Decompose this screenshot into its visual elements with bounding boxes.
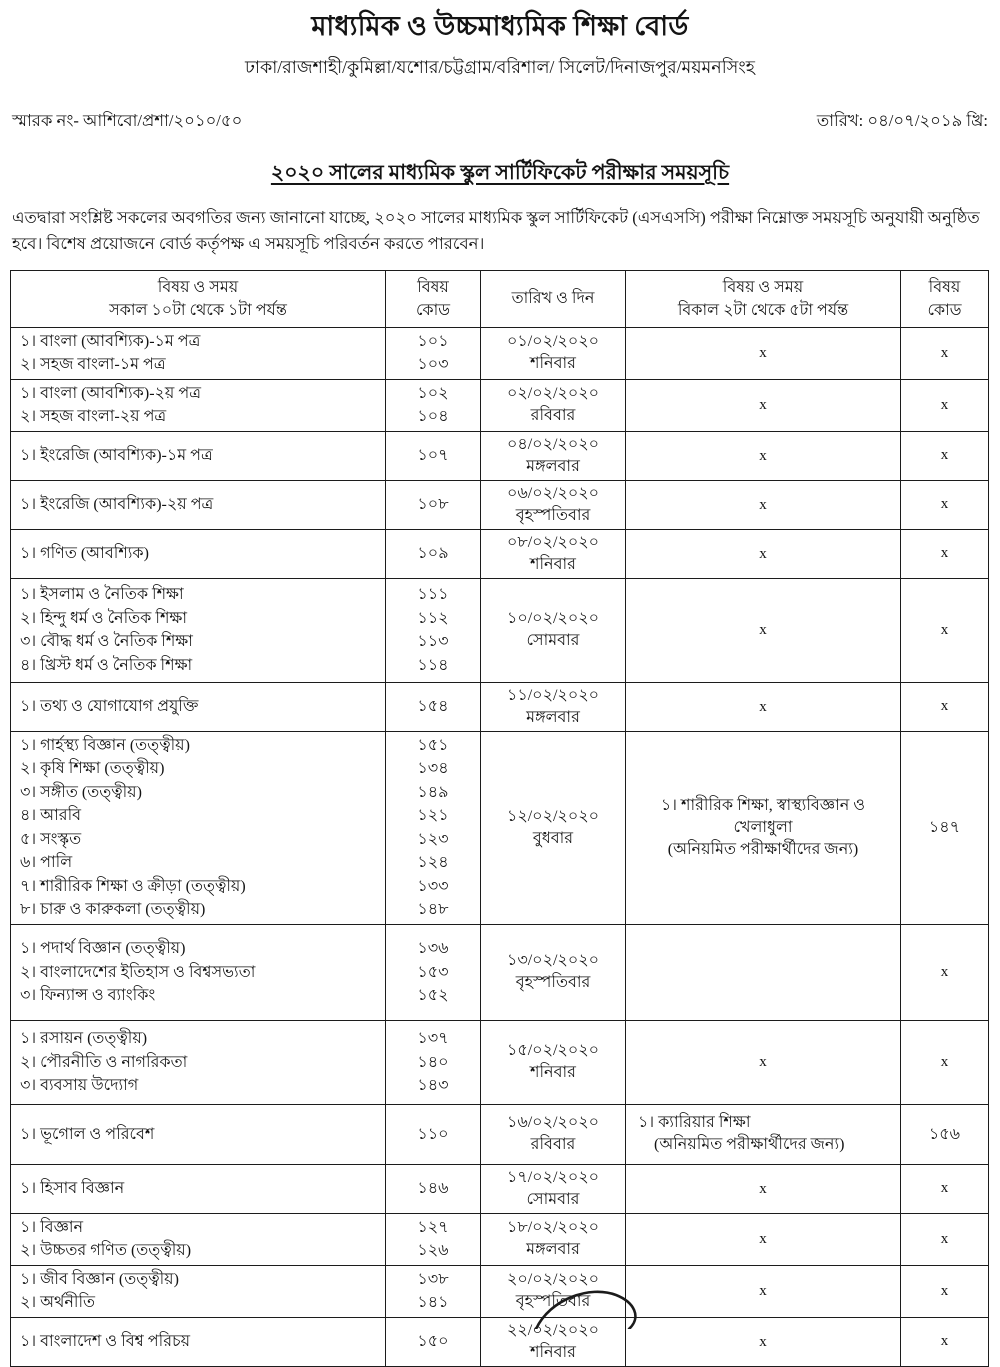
morning-subjects-cell [11, 682, 386, 731]
subject-code: ১৫৩ [417, 963, 449, 981]
subject-name: ২। পৌরনীতি ও নাগরিকতা [20, 1053, 188, 1071]
subject-code: ১৪৬ [417, 1180, 449, 1198]
exam-date: ২২/০২/২০২০ [506, 1321, 600, 1339]
exam-date: ০৬/০২/২০২০ [506, 484, 600, 502]
afternoon-code-cell [901, 1265, 989, 1317]
subject-name: ১। গণিত (আবশ্যিক) [20, 545, 149, 563]
exam-date: ১১/০২/২০২০ [506, 686, 600, 704]
exam-day: শনিবার [530, 555, 576, 573]
subject-code: ১২৭ [417, 1218, 449, 1236]
afternoon-subject-cell [626, 379, 901, 431]
schedule-row [11, 1265, 989, 1317]
no-exam-mark: x [940, 1180, 949, 1197]
subject-name: ২। হিন্দু ধর্ম ও নৈতিক শিক্ষা [20, 609, 188, 627]
no-exam-mark: x [940, 496, 949, 513]
schedule-row [11, 924, 989, 1020]
header-subject-code-2-line1: বিষয় [928, 278, 961, 296]
afternoon-code-cell [901, 379, 989, 431]
subject-name: ৩। ফিন্যান্স ও ব্যাংকিং [20, 987, 156, 1005]
afternoon-code-cell [901, 578, 989, 682]
schedule-row [11, 379, 989, 431]
exam-date: ১৫/০২/২০২০ [506, 1042, 600, 1060]
morning-subjects-cell [11, 327, 386, 379]
exam-day: বৃহস্পতিবার [515, 1293, 591, 1311]
date-day-cell [481, 1104, 626, 1164]
exam-date: ১৩/০২/২০২০ [506, 952, 600, 970]
subject-name: ১। রসায়ন (তত্ত্বীয়) [20, 1030, 148, 1048]
exam-day: বৃহস্পতিবার [515, 974, 591, 992]
morning-subjects-cell [11, 379, 386, 431]
exam-date: ১৭/০২/২০২০ [506, 1168, 600, 1186]
subject-codes-cell [386, 731, 481, 924]
header-morning-subject-line2: সকাল ১০টা থেকে ১টা পর্যন্ত [109, 301, 287, 319]
date-day-cell [481, 1164, 626, 1213]
morning-subjects-cell [11, 1213, 386, 1265]
no-exam-mark: x [759, 397, 767, 414]
exam-day: শনিবার [530, 1343, 576, 1361]
schedule-row [11, 731, 989, 924]
subject-code: ১০৮ [417, 496, 449, 514]
afternoon-code-cell [901, 731, 989, 924]
no-exam-mark: x [759, 1180, 767, 1197]
schedule-row [11, 480, 989, 529]
subject-codes-cell [386, 1164, 481, 1213]
no-exam-mark: x [940, 1230, 949, 1247]
date-day-cell [481, 480, 626, 529]
subject-code: ১১২ [417, 609, 449, 627]
exam-day: বুধবার [532, 829, 574, 847]
afternoon-subject-line: (অনিয়মিত পরীক্ষার্থীদের জন্য) [654, 1136, 845, 1154]
no-exam-mark: x [940, 1053, 949, 1070]
exam-day: মঙ্গলবার [526, 1241, 580, 1259]
subject-code: ১০৩ [417, 356, 449, 374]
exam-date: ০৮/০২/২০২০ [506, 533, 600, 551]
afternoon-subject-code: ১৪৭ [928, 819, 961, 837]
afternoon-subject-cell [626, 1164, 901, 1213]
table-header-row [11, 270, 989, 327]
subject-codes-cell [386, 1265, 481, 1317]
no-exam-mark: x [759, 1333, 767, 1350]
subject-name: ৪। খ্রিস্ট ধর্ম ও নৈতিক শিক্ষা [20, 656, 193, 674]
exam-date: ২০/০২/২০২০ [506, 1271, 600, 1289]
subject-name: ১। বাংলাদেশ ও বিশ্ব পরিচয় [20, 1333, 191, 1351]
subject-name: ২। উচ্চতর গণিত (তত্ত্বীয়) [20, 1242, 192, 1260]
afternoon-code-cell [901, 1317, 989, 1366]
subject-code: ১১০ [417, 1125, 449, 1143]
subject-name: ১। পদার্থ বিজ্ঞান (তত্ত্বীয়) [20, 940, 186, 958]
date-day-cell [481, 379, 626, 431]
subject-name: ৭। শারীরিক শিক্ষা ও ক্রীড়া (তত্ত্বীয়) [20, 877, 246, 895]
afternoon-code-cell [901, 327, 989, 379]
schedule-row [11, 1104, 989, 1164]
afternoon-subject-line: ১। শারীরিক শিক্ষা, স্বাস্থ্যবিজ্ঞান ও [660, 796, 866, 814]
subject-code: ১৩৭ [417, 1030, 449, 1048]
issue-date: তারিখ: ০৪/০৭/২০১৯ খ্রি: [816, 111, 988, 130]
afternoon-code-cell [901, 1164, 989, 1213]
no-exam-mark: x [940, 1282, 949, 1299]
no-exam-mark: x [759, 496, 767, 513]
subject-code: ১১৩ [417, 633, 449, 651]
subject-name: ১। হিসাব বিজ্ঞান [20, 1180, 125, 1198]
no-exam-mark: x [759, 698, 767, 715]
afternoon-subject-cell [626, 327, 901, 379]
header-morning-subject-line1: বিষয় ও সময় [157, 278, 239, 296]
subject-name: ১। বিজ্ঞান [20, 1218, 84, 1236]
subject-name: ১। ইসলাম ও নৈতিক শিক্ষা [20, 586, 184, 604]
afternoon-code-cell [901, 529, 989, 578]
schedule-row [11, 1317, 989, 1366]
subject-codes-cell [386, 1104, 481, 1164]
subject-code: ১৪৯ [417, 783, 449, 801]
afternoon-subject-cell [626, 1104, 901, 1164]
header-subject-code [386, 270, 481, 327]
schedule-row [11, 1164, 989, 1213]
no-exam-mark: x [940, 1333, 949, 1350]
signature-stroke [528, 1287, 678, 1329]
morning-subjects-cell [11, 731, 386, 924]
board-regions: ঢাকা/রাজশাহী/কুমিল্লা/যশোর/চট্টগ্রাম/বরিশাল/ সিলেট/দিনাজপুর/ময়মনসিংহ [245, 57, 755, 77]
exam-day: শনিবার [530, 1064, 576, 1082]
afternoon-subject-line: (অনিয়মিত পরীক্ষার্থীদের জন্য) [667, 840, 859, 858]
morning-subjects-cell [11, 924, 386, 1020]
afternoon-subject-cell [626, 731, 901, 924]
date-day-cell [481, 1213, 626, 1265]
no-exam-mark: x [759, 345, 767, 362]
exam-date: ০১/০২/২০২০ [506, 333, 600, 351]
subject-code: ১৪১ [417, 1294, 449, 1312]
date-day-cell [481, 327, 626, 379]
subject-codes-cell [386, 1213, 481, 1265]
subject-codes-cell [386, 431, 481, 480]
schedule-row [11, 327, 989, 379]
morning-subjects-cell [11, 578, 386, 682]
no-exam-mark: x [940, 447, 949, 464]
subject-name: ২। সহজ বাংলা-২য় পত্র [20, 408, 167, 426]
no-exam-mark: x [759, 1283, 767, 1300]
no-exam-mark: x [940, 698, 949, 715]
subject-codes-cell [386, 924, 481, 1020]
memo-row [0, 108, 1000, 135]
afternoon-subject-line: ১। ক্যারিয়ার শিক্ষা [638, 1114, 751, 1132]
no-exam-mark: x [759, 447, 767, 464]
subject-code: ১২৬ [417, 1242, 449, 1260]
schedule-row [11, 1213, 989, 1265]
subject-name: ৫। সংস্কৃত [20, 830, 82, 848]
schedule-row [11, 431, 989, 480]
morning-subjects-cell [11, 1164, 386, 1213]
subject-code: ১৪৩ [417, 1077, 449, 1095]
subject-codes-cell [386, 379, 481, 431]
exam-schedule-table [10, 270, 989, 1367]
afternoon-code-cell [901, 1020, 989, 1104]
date-day-cell [481, 682, 626, 731]
subject-code: ১৩৩ [417, 877, 449, 895]
subject-code: ১০৯ [417, 545, 449, 563]
header-afternoon-subject-line1: বিষয় ও সময় [722, 278, 804, 296]
subject-codes-cell [386, 529, 481, 578]
subject-name: ৩। ব্যবসায় উদ্যোগ [20, 1077, 139, 1095]
subject-name: ১। ইংরেজি (আবশ্যিক)-১ম পত্র [20, 447, 213, 465]
schedule-row [11, 1020, 989, 1104]
afternoon-code-cell [901, 924, 989, 1020]
afternoon-code-cell [901, 682, 989, 731]
subject-codes-cell [386, 1020, 481, 1104]
subject-code: ১৫০ [417, 1333, 449, 1351]
subject-codes-cell [386, 578, 481, 682]
header-subject-code-line1: বিষয় [417, 278, 449, 296]
subject-code: ১৩৪ [417, 760, 449, 778]
no-exam-mark: x [759, 545, 767, 562]
subject-name: ২। অর্থনীতি [20, 1294, 96, 1312]
afternoon-subject-cell [626, 1020, 901, 1104]
subject-name: ১। ভূগোল ও পরিবেশ [20, 1125, 155, 1143]
subject-name: ২। সহজ বাংলা-১ম পত্র [20, 356, 166, 374]
afternoon-code-cell [901, 1213, 989, 1265]
exam-day: বৃহস্পতিবার [515, 506, 591, 524]
exam-date: ১৮/০২/২০২০ [506, 1219, 600, 1237]
no-exam-mark: x [940, 621, 949, 638]
morning-subjects-cell [11, 1104, 386, 1164]
afternoon-subject-cell [626, 529, 901, 578]
subject-codes-cell [386, 480, 481, 529]
subject-name: ১। তথ্য ও যোগাযোগ প্রযুক্তি [20, 698, 199, 716]
exam-date: ১২/০২/২০২০ [506, 807, 600, 825]
date-day-cell [481, 1020, 626, 1104]
subject-name: ২। বাংলাদেশের ইতিহাস ও বিশ্বসভ্যতা [20, 963, 256, 981]
subject-name: ১। বাংলা (আবশ্যিক)-২য় পত্র [20, 384, 201, 402]
subject-code: ১৫২ [417, 987, 449, 1005]
subject-code: ১৫৪ [417, 698, 449, 716]
subject-code: ১০২ [417, 384, 449, 402]
subject-codes-cell [386, 682, 481, 731]
no-exam-mark: x [759, 622, 767, 639]
exam-day: মঙ্গলবার [526, 708, 580, 726]
header-subject-code-2-line2: কোড [927, 301, 962, 319]
exam-day: সোমবার [526, 632, 580, 650]
exam-day: মঙ্গলবার [526, 457, 580, 475]
header-afternoon-subject-line2: বিকাল ২টা থেকে ৫টা পর্যন্ত [677, 301, 849, 319]
morning-subjects-cell [11, 480, 386, 529]
morning-subjects-cell [11, 1317, 386, 1366]
subject-name: ১। বাংলা (আবশ্যিক)-১ম পত্র [20, 332, 201, 350]
subject-code: ১০৭ [417, 447, 449, 465]
subject-code: ১০১ [417, 332, 449, 350]
subject-code: ১২৪ [417, 854, 449, 872]
header-subject-code-2 [901, 270, 989, 327]
header-subject-code-line2: কোড [415, 301, 451, 319]
exam-day: রবিবার [530, 407, 576, 425]
subject-codes-cell [386, 327, 481, 379]
subject-code: ১২১ [417, 807, 449, 825]
subject-name: ৬। পালি [20, 854, 73, 872]
no-exam-mark: x [759, 1054, 767, 1071]
exam-day: সোমবার [526, 1190, 580, 1208]
subject-code: ১১১ [417, 586, 449, 604]
subject-code: ১৩৮ [417, 1270, 449, 1288]
morning-subjects-cell [11, 529, 386, 578]
subject-name: ২। কৃষি শিক্ষা (তত্ত্বীয়) [20, 760, 165, 778]
exam-day: শনিবার [530, 355, 576, 373]
afternoon-code-cell [901, 431, 989, 480]
schedule-row [11, 578, 989, 682]
afternoon-subject-line: খেলাধুলা [733, 818, 793, 836]
date-day-cell [481, 731, 626, 924]
date-day-cell [481, 529, 626, 578]
afternoon-subject-cell [626, 431, 901, 480]
subject-codes-cell [386, 1317, 481, 1366]
no-exam-mark: x [940, 545, 949, 562]
subject-code: ১৩৬ [417, 940, 449, 958]
date-day-cell [481, 924, 626, 1020]
afternoon-subject-cell [626, 578, 901, 682]
exam-date: ০২/০২/২০২০ [506, 385, 600, 403]
header-date-day-label: তারিখ ও দিন [511, 290, 595, 308]
header-morning-subject [11, 270, 386, 327]
no-exam-mark: x [940, 963, 949, 980]
subject-code: ১০৪ [417, 408, 449, 426]
afternoon-subject-code: ১৫৬ [928, 1125, 961, 1143]
subject-name: ৩। সঙ্গীত (তত্ত্বীয়) [20, 783, 142, 801]
subject-code: ১৪৮ [417, 901, 449, 919]
subject-code: ১২৩ [417, 830, 449, 848]
memo-number: স্মারক নং- আশিবো/প্রশা/২০১০/৫০ [12, 111, 243, 130]
date-day-cell [481, 578, 626, 682]
board-title: মাধ্যমিক ও উচ্চমাধ্যমিক শিক্ষা বোর্ড [311, 11, 689, 41]
subject-code: ১৫১ [417, 736, 449, 754]
subject-name: ৩। বৌদ্ধ ধর্ম ও নৈতিক শিক্ষা [20, 633, 193, 651]
subject-code: ১৪০ [417, 1053, 449, 1071]
morning-subjects-cell [11, 431, 386, 480]
subject-name: ৮। চারু ও কারুকলা (তত্ত্বীয়) [20, 901, 206, 919]
morning-subjects-cell [11, 1265, 386, 1317]
exam-day: রবিবার [530, 1136, 576, 1154]
no-exam-mark: x [759, 1231, 767, 1248]
no-exam-mark: x [940, 396, 949, 413]
subject-name: ৪। আরবি [20, 807, 82, 825]
intro-paragraph: এতদ্বারা সংশ্লিষ্ট সকলের অবগতির জন্য জানানো যাচ্ছে, ২০২০ সালের মাধ্যমিক স্কুল সার্টিফিকেট (এসএসসি) পরীক্ষা নিম্নোক্ত সময়সূচি অনুযায়ী অনুষ্ঠিত হবে। বিশেষ প্রয়োজনে বোর্ড কর্তৃপক্ষ এ সময়সূচি পরিবর্তন করতে পারবেন। [12, 208, 980, 254]
afternoon-subject-cell [626, 924, 901, 1020]
subject-name: ১। জীব বিজ্ঞান (তত্ত্বীয়) [20, 1270, 179, 1288]
exam-date: ০৪/০২/২০২০ [506, 435, 600, 453]
afternoon-code-cell [901, 1104, 989, 1164]
exam-date: ১০/০২/২০২০ [506, 610, 600, 628]
subject-name: ১। গার্হস্থ্য বিজ্ঞান (তত্ত্বীয়) [20, 736, 190, 754]
header-date-day [481, 270, 626, 327]
schedule-row [11, 529, 989, 578]
subject-code: ১১৪ [417, 656, 449, 674]
header-afternoon-subject [626, 270, 901, 327]
document-title: ২০২০ সালের মাধ্যমিক স্কুল সার্টিফিকেট পরীক্ষার সময়সূচি [270, 162, 730, 184]
afternoon-subject-cell [626, 1213, 901, 1265]
schedule-row [11, 682, 989, 731]
no-exam-mark: x [940, 344, 949, 361]
exam-date: ১৬/০২/২০২০ [506, 1114, 600, 1132]
subject-name: ১। ইংরেজি (আবশ্যিক)-২য় পত্র [20, 496, 214, 514]
afternoon-code-cell [901, 480, 989, 529]
morning-subjects-cell [11, 1020, 386, 1104]
date-day-cell [481, 431, 626, 480]
afternoon-subject-cell [626, 480, 901, 529]
afternoon-subject-cell [626, 682, 901, 731]
